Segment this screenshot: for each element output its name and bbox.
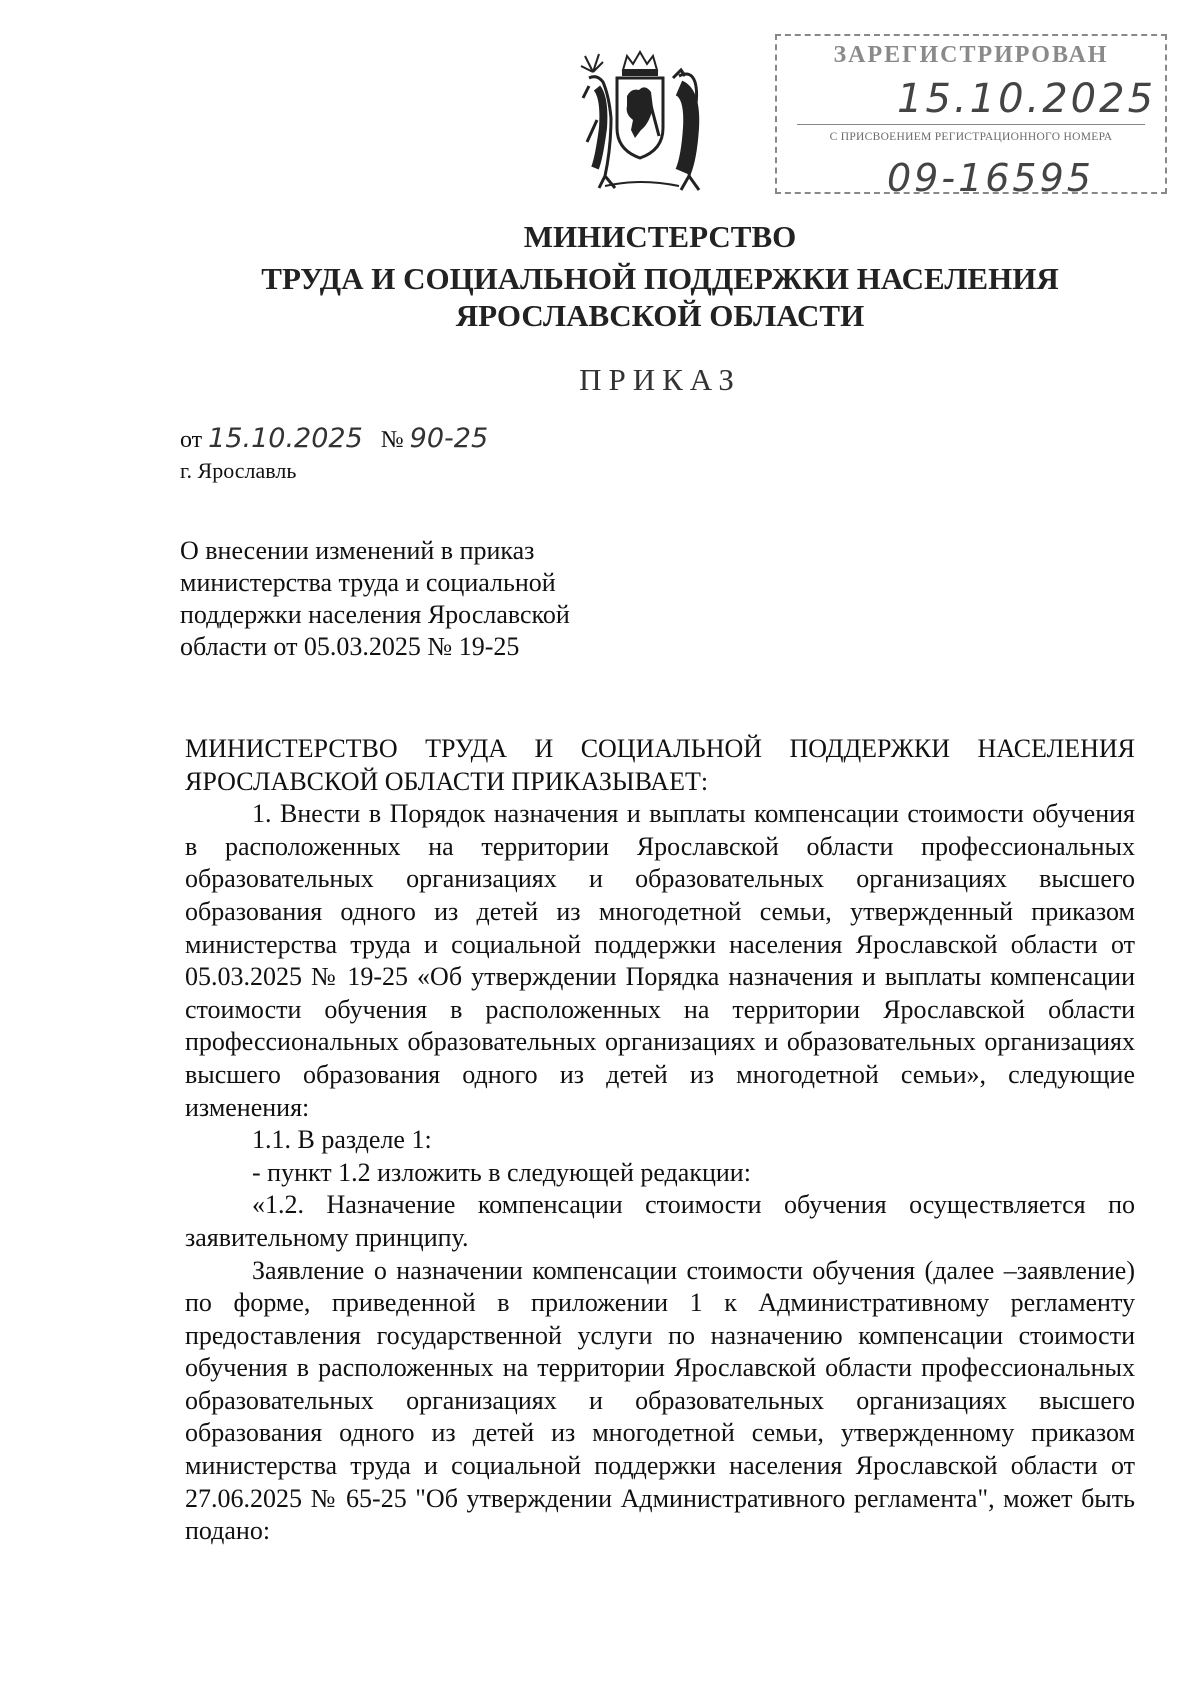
paragraph-1-1: 1.1. В разделе 1: (252, 1125, 432, 1155)
stamp-reg-number: 09-16595 (887, 156, 1094, 200)
paragraph-item: - пункт 1.2 изложить в следующей редакции: (252, 1157, 751, 1187)
registration-stamp (775, 34, 1167, 200)
stamp-subtitle: С ПРИСВОЕНИЕМ РЕГИСТРАЦИОННОГО НОМЕРА (829, 131, 1113, 143)
paragraph-1-2: «1.2. Назначение компенсации стоимости обучения осуществляется по заявительному принципу. (185, 1190, 1135, 1252)
order-date: 15.10.2025 (208, 423, 363, 454)
stamp-divider (797, 124, 1145, 125)
order-date-number (180, 423, 488, 454)
order-subject (180, 535, 570, 663)
subject-line: области от 05.03.2025 № 19-25 (180, 632, 520, 661)
city: г. Ярославль (180, 458, 297, 483)
stamp-title: ЗАРЕГИСТРИРОВАН (833, 42, 1109, 68)
subject-line: поддержки населения Ярославской (180, 600, 570, 629)
subject-line: О внесении изменений в приказ (180, 536, 535, 565)
paragraph-application: Заявление о назначении компенсации стоимости обучения (далее –заявление) по форме, приведенной в приложении 1 к Административному регламенту предоставления государственной услуги по назначению компенсации стоимости обучения в расположенных на территории Ярославской области профессиональных образовательных организациях и образовательных организациях высшего образования одного из детей из многодетной семьи, утвержденному приказом министерства труда и социальной поддержки населения Ярославской области от 27.06.2025 № 65-25 "Об утверждении Административного регламента", может быть подано: (185, 1255, 1135, 1546)
order-body (185, 733, 1135, 1548)
order-number: 90-25 (409, 423, 489, 454)
paragraph-1: 1. Внести в Порядок назначения и выплаты компенсации стоимости обучения в расположенных на территории Ярославской области профессиональных образовательных организациях и образовательных организациях высшего образования одного из детей из многодетной семьи, утвержденный приказом министерства труда и социальной поддержки населения Ярославской области от 05.03.2025 № 19-25 «Об утверждении Порядка назначения и выплаты компенсации стоимости обучения в расположенных на территории Ярославской области профессиональных образовательных организациях и образовательных организациях высшего образования одного из детей из многодетной семьи», следующие изменения: (185, 799, 1135, 1122)
ministry-title-line1: МИНИСТЕРСТВО (523, 219, 797, 254)
number-label: № (380, 427, 404, 453)
stamp-date: 15.10.2025 (897, 76, 1157, 122)
ministry-title-line3: ЯРОСЛАВСКОЙ ОБЛАСТИ (455, 298, 865, 333)
from-label: от (180, 427, 203, 453)
order-heading: МИНИСТЕРСТВО ТРУДА И СОЦИАЛЬНОЙ ПОДДЕРЖКИ НАСЕЛЕНИЯ ЯРОСЛАВСКОЙ ОБЛАСТИ ПРИКАЗЫВАЕТ: (185, 734, 1135, 796)
document-type: ПРИКАЗ (579, 362, 741, 397)
coat-of-arms-emblem (575, 48, 705, 198)
subject-line: министерства труда и социальной (180, 568, 556, 597)
ministry-title-line2: ТРУДА И СОЦИАЛЬНОЙ ПОДДЕРЖКИ НАСЕЛЕНИЯ (261, 261, 1059, 296)
